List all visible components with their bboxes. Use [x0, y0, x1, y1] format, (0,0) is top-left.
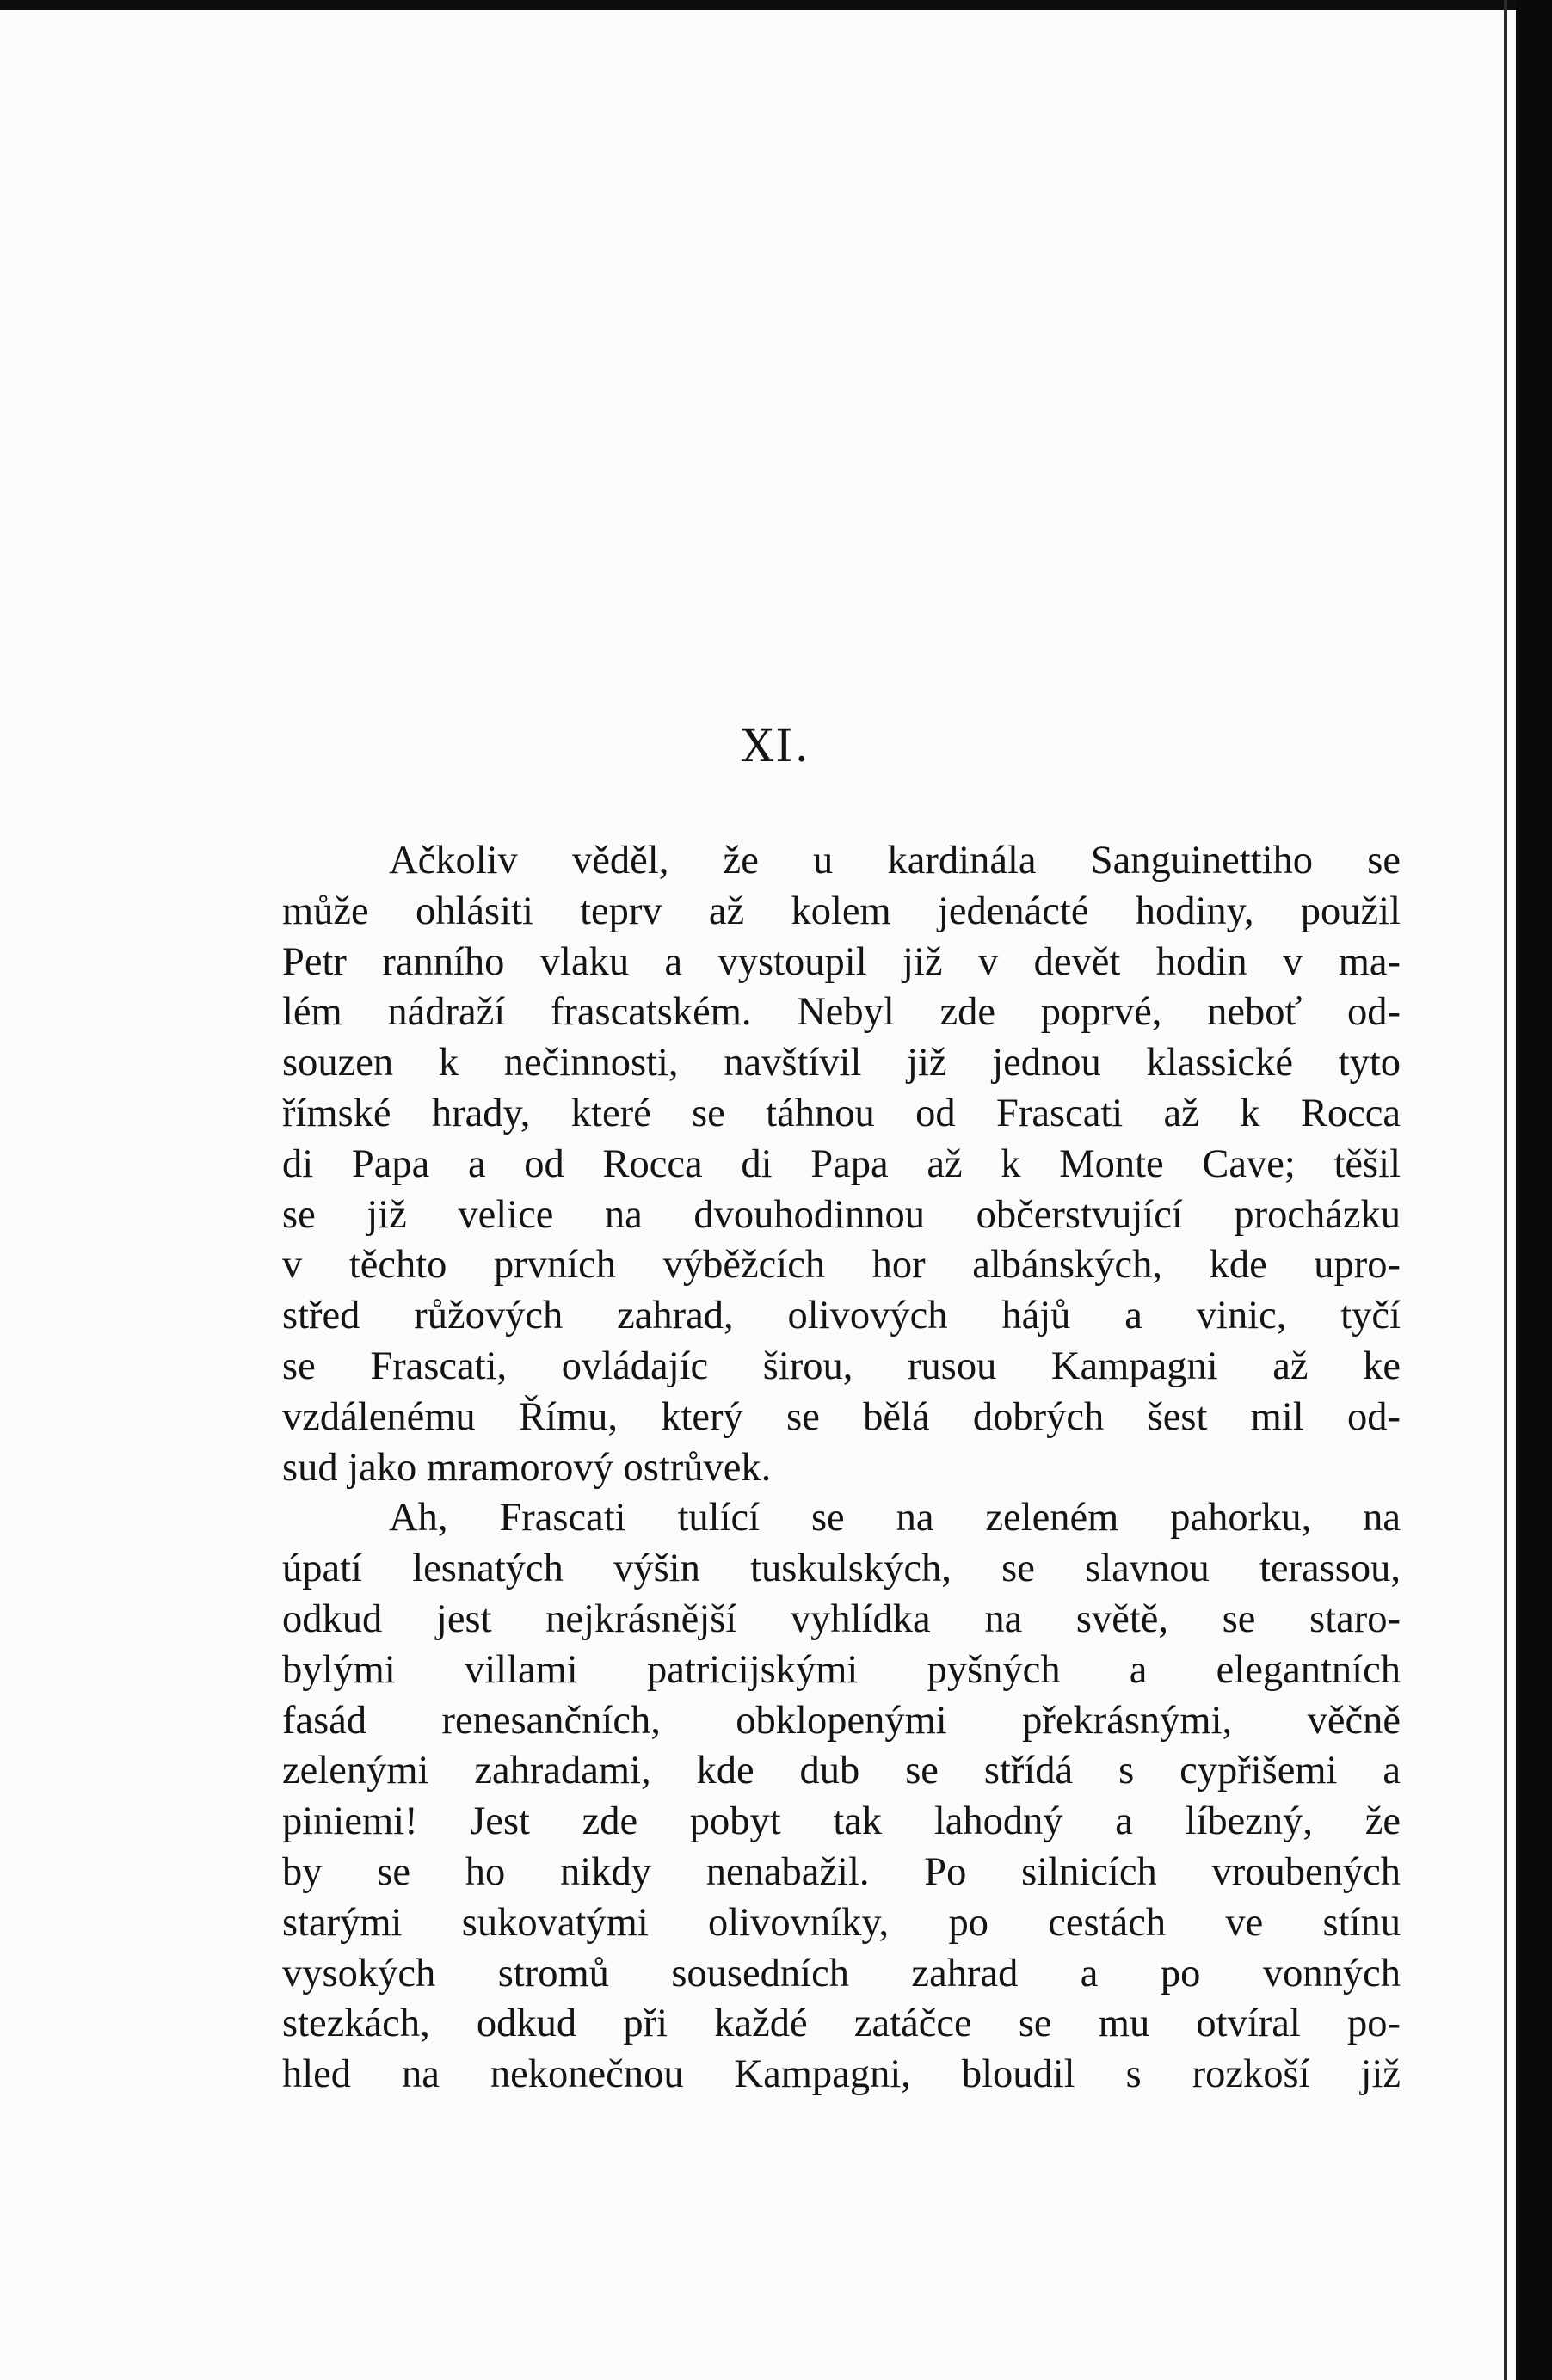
text-line: lém nádraží frascatském. Nebyl zde poprvé, neboť od- — [282, 990, 1401, 1035]
text-line: piniemi! Jest zde pobyt tak lahodný a líbezný, že — [282, 1799, 1401, 1844]
text-line: úpatí lesnatých výšin tuskulských, se slavnou terassou, — [282, 1547, 1401, 1591]
text-line: vysokých stromů sousedních zahrad a po vonných — [282, 1951, 1401, 1996]
text-line: fasád renesančních, obklopenými překrásnými, věčně — [282, 1698, 1401, 1743]
text-line: stezkách, odkud při každé zatáčce se mu otvíral po- — [282, 2002, 1401, 2046]
text-line: sud jako mramorový ostrůvek. — [282, 1445, 772, 1490]
scan-border-right — [1516, 0, 1552, 2380]
scan-border-top — [0, 0, 1552, 10]
text-line: hled na nekonečnou Kampagni, bloudil s rozkoší již — [282, 2052, 1401, 2097]
text-line: bylými villami patricijskými pyšných a elegantních — [282, 1647, 1401, 1692]
body-text — [282, 836, 1401, 2100]
text-line: odkud jest nejkrásnější vyhlídka na světě, se staro- — [282, 1596, 1401, 1641]
text-line: vzdálenému Římu, který se bělá dobrých šest mil od- — [282, 1394, 1401, 1439]
scan-border-right-inner — [1504, 0, 1507, 2380]
text-line: Petr ranního vlaku a vystoupil již v devět hodin v ma- — [282, 939, 1401, 984]
text-line: Ah, Frascati tulící se na zeleném pahorku, na — [389, 1496, 1401, 1541]
text-line: římské hrady, které se táhnou od Frascati až k Rocca — [282, 1091, 1401, 1135]
text-line: di Papa a od Rocca di Papa až k Monte Cave; těšil — [282, 1141, 1401, 1186]
text-line: střed růžových zahrad, olivových hájů a vinic, tyčí — [282, 1294, 1401, 1338]
text-line: může ohlásiti teprv až kolem jedenácté hodiny, použil — [282, 889, 1401, 933]
text-line: v těchto prvních výběžcích hor albánských, kde upro- — [282, 1243, 1401, 1288]
text-line: souzen k nečinnosti, navštívil již jednou klassické tyto — [282, 1041, 1401, 1085]
text-line: starými sukovatými olivovníky, po cestách ve stínu — [282, 1900, 1401, 1945]
text-line: Ačkoliv věděl, že u kardinála Sanguinettiho se — [389, 839, 1401, 883]
text-line: se Frascati, ovládajíc širou, rusou Kampagni až ke — [282, 1344, 1401, 1388]
text-line: zelenými zahradami, kde dub se střídá s cypřišemi a — [282, 1749, 1401, 1793]
text-line: by se ho nikdy nenabažil. Po silnicích vroubených — [282, 1849, 1401, 1894]
text-line: se již velice na dvouhodinnou občerstvující procházku — [282, 1192, 1401, 1237]
chapter-heading: XI. — [741, 721, 811, 772]
